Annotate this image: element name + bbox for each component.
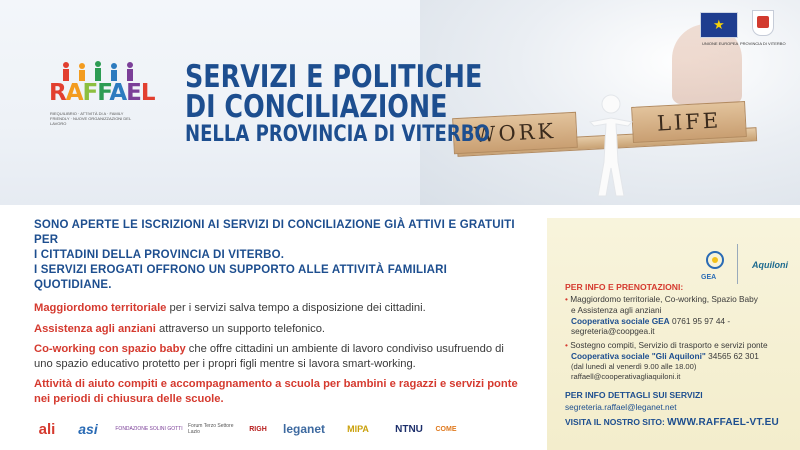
- info-title: PER INFO E PRENOTAZIONI:: [565, 282, 684, 292]
- partner-logo-come: COME: [435, 425, 457, 433]
- info-panel: [547, 218, 800, 450]
- life-block: LIFE: [631, 101, 747, 143]
- details-email-link[interactable]: segreteria.raffael@leganet.net: [565, 402, 677, 412]
- partner-logo-forum: Forum Terzo Settore Lazio: [188, 423, 234, 435]
- gea-logo-label: GEA: [701, 274, 717, 281]
- partner-logo-ntnu: NTNU: [395, 423, 423, 435]
- site-link[interactable]: WWW.RAFFAEL-VT.EU: [667, 417, 779, 428]
- balance-figure-icon: [580, 92, 642, 202]
- logo-divider: [737, 244, 738, 284]
- page-title: [185, 59, 490, 147]
- intro-text: SONO APERTE LE ISCRIZIONI AI SERVIZI DI CONCILIAZIONE GIÀ ATTIVI E GRATUITI PER I CITTADINI DELLA PROVINCIA DI VITERBO. I SERVIZI EROGATI OFFRONO UN SUPPORTO ALLE ATTIVITÀ FAMILIARI QUOTIDIANE.: [34, 219, 515, 291]
- eu-logo-label: UNIONE EUROPEA: [702, 41, 739, 46]
- partner-logo-ali: ali: [38, 420, 56, 438]
- site-line: VISITA IL NOSTRO SITO: WWW.RAFFAEL-VT.EU: [565, 417, 779, 428]
- partner-logo-mipa: MIPA: [347, 424, 369, 434]
- partner-logo-fondazione: FONDAZIONE SOLINI GOTTI: [115, 426, 183, 432]
- partner-logos: [28, 412, 528, 446]
- work-block: WORK: [452, 112, 578, 154]
- eu-flag-logo: [700, 12, 738, 38]
- hero-banner: [0, 0, 800, 205]
- partner-logo-leganet: leganet: [282, 422, 325, 436]
- title-line-1: SERVIZI E POLITICHE: [185, 59, 483, 95]
- title-line-3: NELLA PROVINCIA DI VITERBO: [185, 122, 490, 147]
- raffael-tagline: RIEQUILIBRIO · ATTIVITÀ DI A · FAMILY FRIENDLY · NUOVE ORGANIZZAZIONI DEL LAVORO: [50, 111, 132, 126]
- service-item: Maggiordomo territoriale per i servizi salva tempo a disposizione dei cittadini.: [34, 302, 426, 314]
- service-item: Assistenza agli anziani attraverso un supporto telefonico.: [34, 322, 326, 335]
- aquiloni-logo: Aquiloni: [752, 260, 788, 270]
- details-title: PER INFO DETTAGLI SUI SERVIZI: [565, 390, 703, 400]
- raffael-people-icon: [54, 60, 144, 82]
- province-logo-label: PROVINCIA DI VITERBO: [740, 41, 786, 46]
- aquiloni-contact-block: • Sostegno compiti, Servizio di trasporto e servizi ponte Cooperativa sociale "Gli Aquiloni" 34565 62 301 (dal lunedì al venerdì 9.00 alle 18.00) raffaell@cooperativagliaquiloni.it: [565, 340, 768, 382]
- partner-logo-asi: asi: [78, 421, 98, 437]
- title-line-2: DI CONCILIAZIONE: [185, 89, 448, 125]
- gea-contact-block: • Maggiordomo territoriale, Co-working, Spazio Baby e Assistenza agli anziani Cooperativa sociale GEA 0761 95 97 44 - segreteria@coopgea.it: [565, 294, 758, 337]
- service-item: Co-working con spazio baby che offre cittadini un ambiente di lavoro condiviso usufruendo di uno spazio educativo protetto per i propri figli mentre si lavora smart-working.: [34, 343, 504, 370]
- partner-logo-righ: RIGH: [249, 425, 267, 433]
- province-crest-logo: [752, 10, 774, 36]
- homework-service: Attività di aiuto compiti e accompagnamento a scuola per bambini e ragazzi e servizi ponte nei periodi di chiusura delle scuole.: [34, 378, 518, 405]
- raffael-logo: RAFFAEL: [49, 80, 155, 106]
- main-content: [34, 218, 524, 406]
